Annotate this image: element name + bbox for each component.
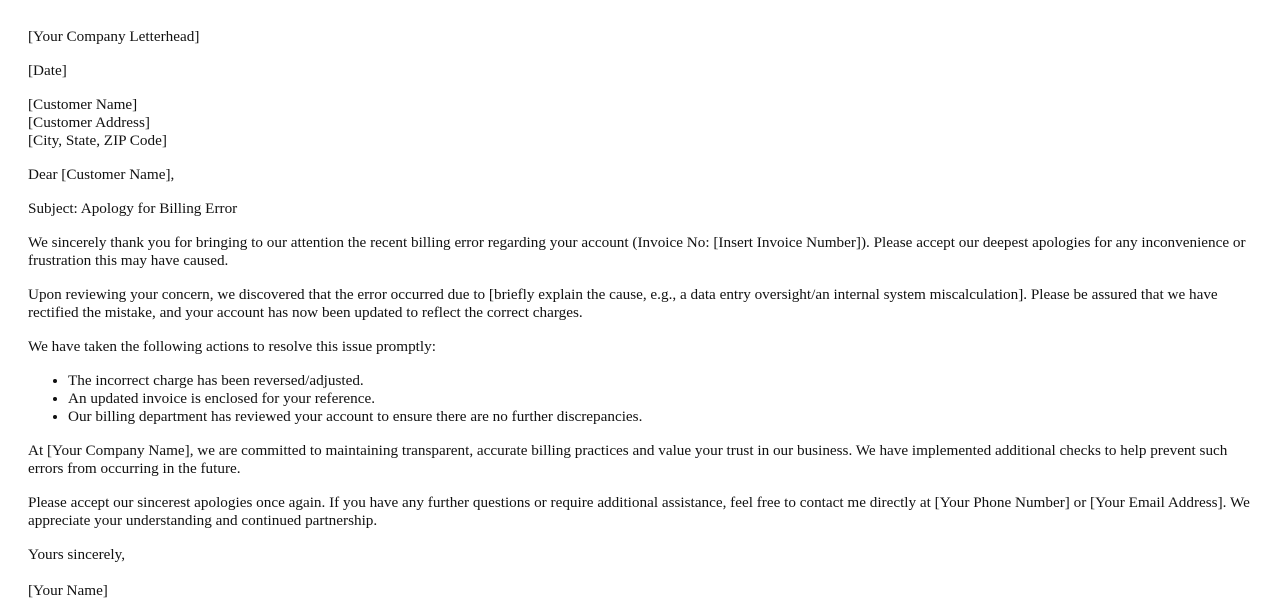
recipient-address-block [28,96,1250,150]
letter-document [28,28,1250,616]
salutation: Dear [Customer Name], [28,166,175,183]
sign-off: Yours sincerely, [28,546,126,563]
letterhead: [Your Company Letterhead] [28,28,200,45]
recipient-city-state-zip: [City, State, ZIP Code] [28,132,167,149]
actions-intro: We have taken the following actions to resolve this issue promptly: [28,338,436,355]
body-paragraph: Upon reviewing your concern, we discovered that the error occurred due to [briefly explain the cause, e.g., a data entry oversight/an internal system miscalculation]. Please be assured that we have rectified the mistake, and your account has now been updated to reflect the correct charges. [28,286,1218,321]
body-paragraph: At [Your Company Name], we are committed to maintaining transparent, accurate billing practices and value your trust in our business. We have implemented additional checks to help prevent such errors from occurring in the future. [28,442,1228,477]
list-item: • The incorrect charge has been reversed/adjusted. [68,372,1250,390]
body-paragraph: Please accept our sincerest apologies once again. If you have any further questions or require additional assistance, feel free to contact me directly at [Your Phone Number] or [Your Email Address]. We appreciate your understanding and continued partnership. [28,494,1250,529]
recipient-name: [Customer Name] [28,96,138,113]
signature-name: [Your Name] [28,582,108,599]
subject-line: Subject: Apology for Billing Error [28,200,238,217]
list-item: • An updated invoice is enclosed for your reference. [68,390,1250,408]
recipient-address: [Customer Address] [28,114,150,131]
letter-date: [Date] [28,62,67,79]
actions-list [28,372,1250,426]
body-paragraph: We sincerely thank you for bringing to our attention the recent billing error regarding your account (Invoice No: [Insert Invoice Number]). Please accept our deepest apologies for any inconvenience or frustration this may have caused. [28,234,1246,269]
list-item: • Our billing department has reviewed your account to ensure there are no further discrepancies. [68,408,1250,426]
